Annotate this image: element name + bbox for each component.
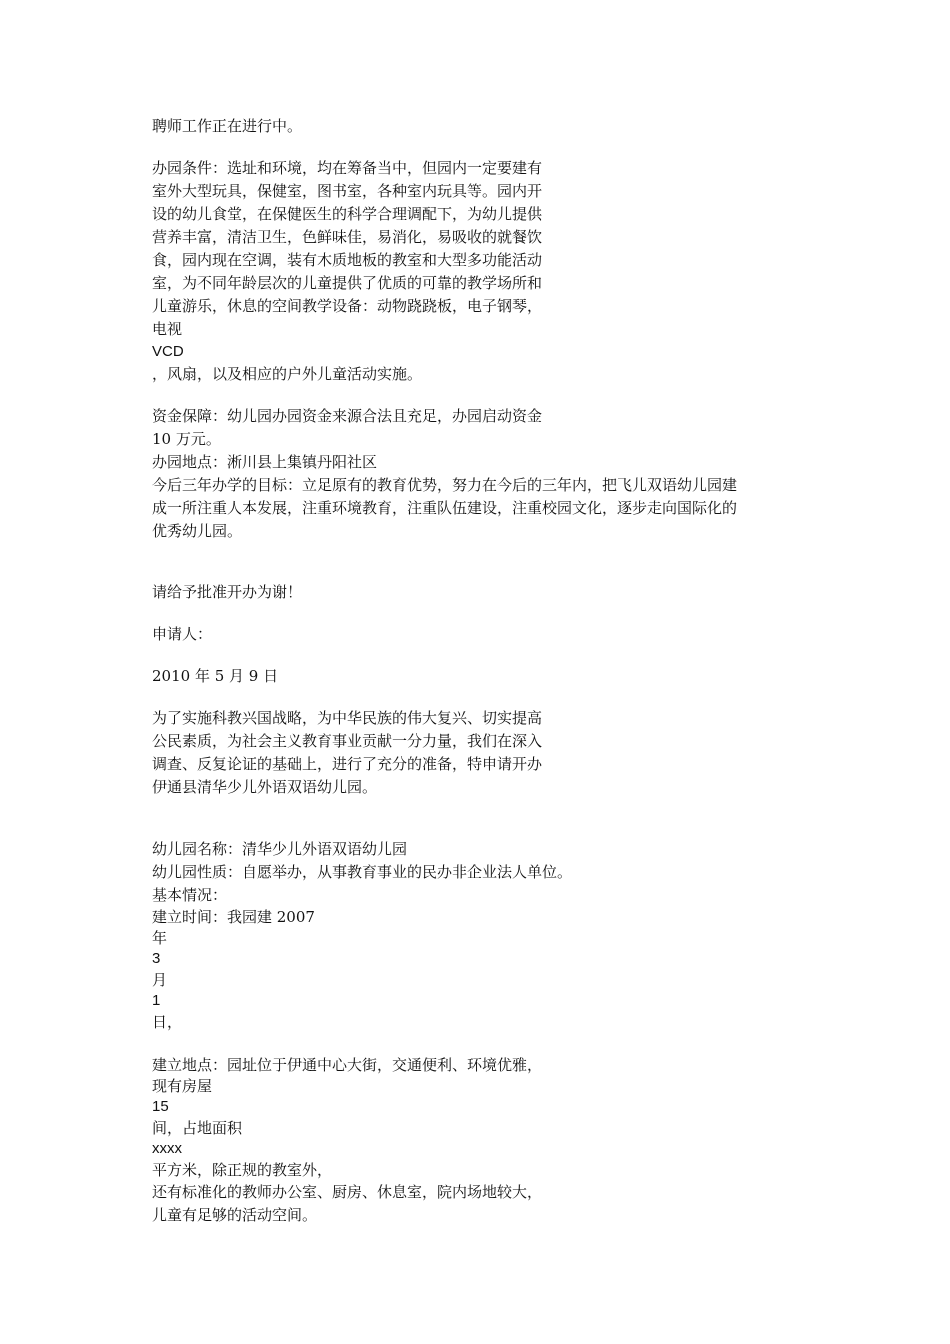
text-line: 幼儿园名称：清华少儿外语双语幼儿园 xyxy=(152,840,408,858)
text-line: 伊通县清华少儿外语双语幼儿园。 xyxy=(152,778,378,796)
text-line: ，风扇，以及相应的户外儿童活动实施。 xyxy=(152,365,423,383)
text-line: 请给予批准开办为谢！ xyxy=(152,583,303,601)
text-line: 基本情况： xyxy=(152,886,228,904)
text-line: 室外大型玩具，保健室，图书室，各种室内玩具等。园内开 xyxy=(152,182,543,200)
text-line: 月 xyxy=(152,971,168,989)
text-line: 15 xyxy=(152,1098,169,1115)
text-line: 优秀幼儿园。 xyxy=(152,522,243,540)
text-line: 食，园内现在空调，装有木质地板的教室和大型多功能活动 xyxy=(152,251,543,269)
text-line: 平方米，除正规的教室外， xyxy=(152,1161,333,1179)
text-line: 幼儿园性质：自愿举办，从事教育事业的民办非企业法人单位。 xyxy=(152,863,573,881)
text-line: 1 xyxy=(152,992,161,1009)
text-line: 为了实施科教兴国战略，为中华民族的伟大复兴、切实提高 xyxy=(152,709,543,727)
text-line: 年 xyxy=(152,929,168,947)
text-line: 间，占地面积 xyxy=(152,1119,243,1137)
text-line: 3 xyxy=(152,950,161,967)
text-line: 儿童游乐，休息的空间教学设备：动物跷跷板，电子钢琴， xyxy=(152,297,543,315)
text-line: 建立时间：我园建 2007 xyxy=(152,908,315,926)
text-line: 聘师工作正在进行中。 xyxy=(152,117,303,135)
text-line: 资金保障：幼儿园办园资金来源合法且充足，办园启动资金 xyxy=(152,407,543,425)
text-line: 10 万元。 xyxy=(152,430,221,448)
text-line: 室，为不同年龄层次的儿童提供了优质的可靠的教学场所和 xyxy=(152,274,543,292)
text-line: 公民素质，为社会主义教育事业贡献一分力量，我们在深入 xyxy=(152,732,543,750)
text-line: 营养丰富，清洁卫生，色鲜味佳，易消化，易吸收的就餐饮 xyxy=(152,228,543,246)
text-line: 调查、反复论证的基础上，进行了充分的准备，特申请开办 xyxy=(152,755,543,773)
text-line: 办园地点：淅川县上集镇丹阳社区 xyxy=(152,453,378,471)
text-line: 电视 xyxy=(152,320,183,338)
text-line: 申请人： xyxy=(152,625,213,643)
text-line: 设的幼儿食堂，在保健医生的科学合理调配下，为幼儿提供 xyxy=(152,205,543,223)
text-line: VCD xyxy=(152,343,184,360)
text-line: 建立地点：园址位于伊通中心大街，交通便利、环境优雅， xyxy=(152,1056,543,1074)
text-line: 今后三年办学的目标：立足原有的教育优势，努力在今后的三年内，把飞儿双语幼儿园建 xyxy=(152,476,738,494)
text-line: xxxx xyxy=(152,1140,182,1157)
text-line: 成一所注重人本发展，注重环境教育，注重队伍建设，注重校园文化，逐步走向国际化的 xyxy=(152,499,738,517)
text-line: 还有标准化的教师办公室、厨房、休息室，院内场地较大， xyxy=(152,1183,543,1201)
text-line: 2010 年 5 月 9 日 xyxy=(152,667,279,685)
text-line: 儿童有足够的活动空间。 xyxy=(152,1206,318,1224)
text-line: 现有房屋 xyxy=(152,1077,213,1095)
text-line: 办园条件：选址和环境，均在筹备当中，但园内一定要建有 xyxy=(152,159,543,177)
text-line: 日， xyxy=(152,1013,183,1031)
